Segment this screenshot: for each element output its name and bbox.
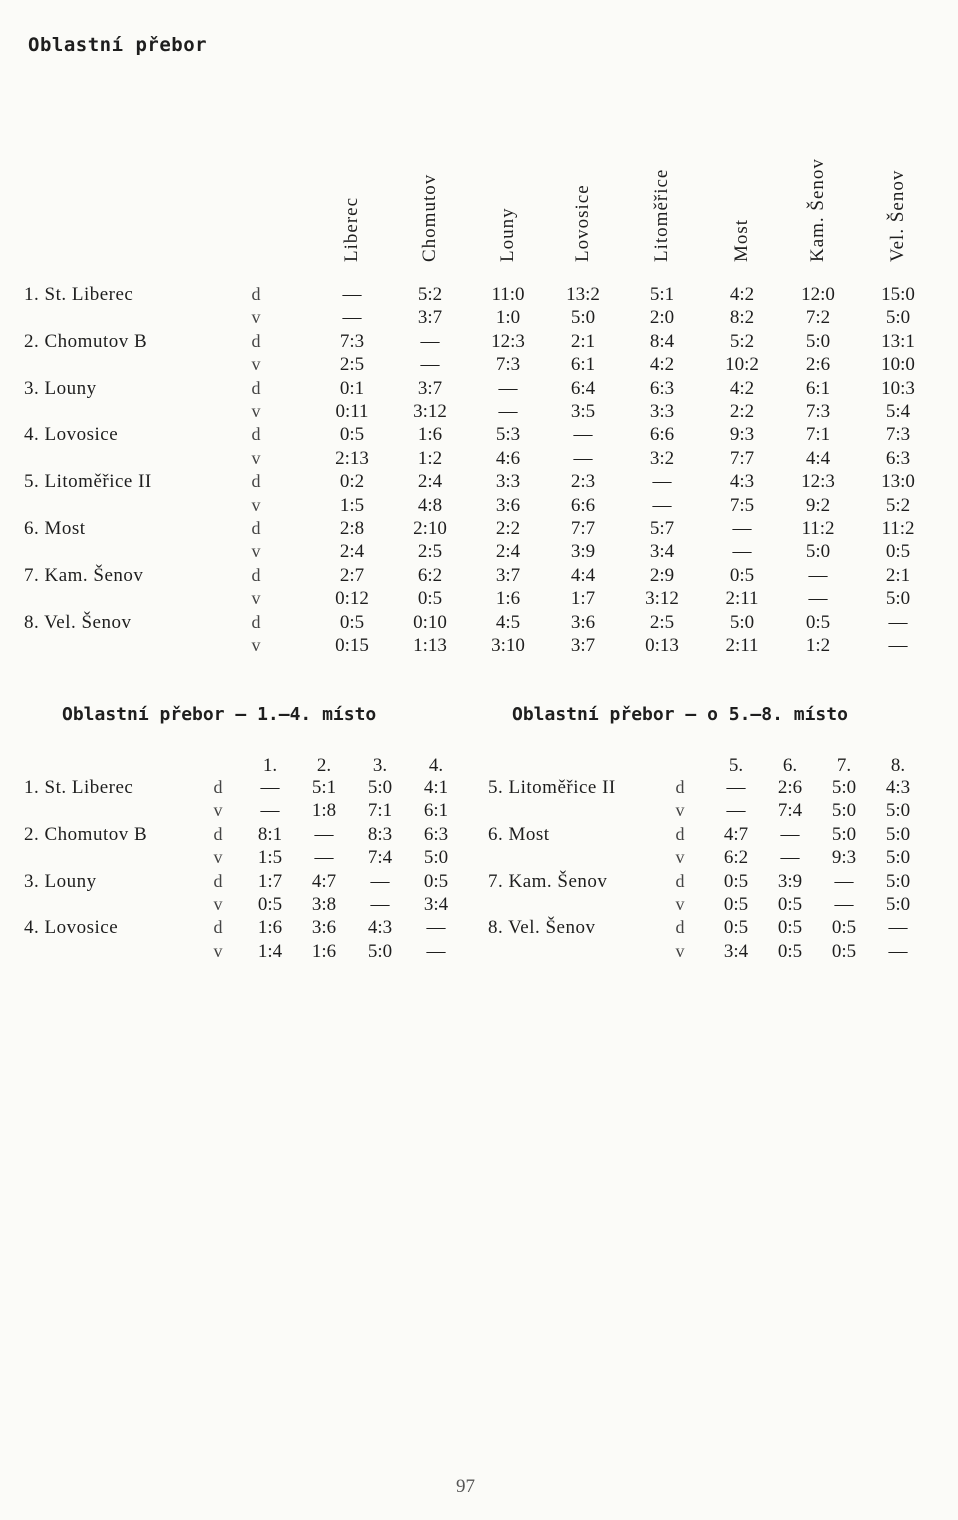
team-name: 6. Most (24, 518, 86, 539)
score-cell: 1:6 (257, 917, 283, 939)
score-cell: 2:10 (413, 518, 447, 539)
score-cell: 5:0 (729, 611, 755, 633)
score-cell: — (732, 541, 752, 563)
score-cell: — (834, 894, 854, 915)
score-cell: — (573, 424, 593, 446)
score-cell: 0:5 (339, 611, 365, 633)
score-cell: 5:3 (495, 424, 521, 446)
score-cell: 8:1 (257, 823, 283, 845)
bottom-group-title: Oblastní přebor — o 5.—8. místo (512, 704, 848, 725)
score-cell: 5:2 (417, 284, 443, 305)
score-cell: — (808, 564, 828, 586)
row-type-label: v (213, 800, 223, 821)
score-cell: 2:1 (885, 564, 911, 586)
score-cell: 3:5 (570, 401, 596, 422)
column-header: 3. (372, 755, 388, 776)
score-cell: 8:2 (729, 307, 755, 329)
score-cell: 5:0 (831, 777, 857, 798)
column-header: Lovosice (572, 184, 593, 262)
score-cell: — (314, 823, 334, 845)
score-cell: 0:5 (257, 894, 283, 915)
score-cell: 5:0 (570, 307, 596, 329)
row-type-label: d (251, 611, 261, 632)
score-cell: 4:2 (729, 284, 755, 305)
team-name: 4. Lovosice (24, 424, 119, 446)
score-cell: 6:3 (423, 823, 449, 845)
column-header: 2. (316, 755, 332, 776)
column-header: 5. (728, 755, 744, 776)
score-cell: 0:5 (831, 917, 857, 939)
score-cell: 7:1 (805, 424, 831, 446)
top-group-title: Oblastní přebor — 1.—4. místo (62, 704, 377, 725)
score-cell: 7:7 (729, 447, 755, 469)
score-cell: — (573, 447, 593, 469)
score-cell: 0:5 (777, 917, 803, 939)
column-header: Most (731, 218, 752, 262)
score-cell: 5:0 (885, 823, 911, 845)
row-type-label: v (675, 847, 685, 868)
score-cell: 4:3 (885, 777, 911, 798)
score-cell: 0:5 (723, 894, 749, 915)
score-cell: 7:3 (805, 401, 831, 422)
score-cell: 5:2 (885, 494, 911, 516)
team-name: 3. Louny (24, 870, 97, 892)
team-name: 6. Most (488, 823, 550, 845)
score-cell: 1:5 (257, 847, 283, 869)
page-number: 97 (456, 1476, 475, 1497)
score-cell: 2:9 (649, 564, 675, 586)
score-cell: 5:0 (885, 870, 911, 892)
score-cell: 6:6 (649, 424, 675, 446)
score-cell: 7:4 (777, 800, 803, 822)
score-cell: 3:4 (423, 894, 449, 915)
score-cell: 3:4 (723, 940, 749, 962)
row-type-label: v (675, 800, 685, 821)
score-cell: 0:15 (335, 635, 369, 656)
score-cell: 3:8 (311, 894, 337, 915)
score-cell: 6:2 (723, 847, 749, 869)
score-cell: 13:2 (566, 284, 600, 305)
score-cell: 2:6 (805, 354, 831, 376)
team-name: 2. Chomutov B (24, 330, 148, 352)
row-type-label: v (213, 940, 223, 961)
score-cell: 3:7 (495, 564, 521, 586)
score-cell: 6:1 (805, 377, 831, 399)
score-cell: 0:5 (339, 424, 365, 446)
score-cell: — (370, 870, 390, 892)
score-cell: 7:3 (339, 330, 365, 352)
row-type-label: v (675, 894, 685, 914)
score-cell: — (426, 940, 446, 962)
score-cell: — (652, 494, 672, 516)
row-type-label: d (251, 471, 261, 492)
score-cell: 6:3 (885, 447, 911, 469)
score-cell: — (426, 917, 446, 939)
score-cell: 0:10 (413, 611, 447, 633)
score-cell: 2:0 (649, 307, 675, 329)
score-cell: — (834, 870, 854, 892)
score-cell: — (652, 471, 672, 493)
score-cell: 2:4 (339, 541, 365, 563)
score-cell: 10:2 (725, 354, 759, 376)
row-type-label: v (251, 541, 261, 562)
team-name: 8. Vel. Šenov (488, 917, 596, 939)
score-cell: 4:3 (367, 917, 393, 939)
score-cell: 12:3 (491, 330, 525, 352)
score-cell: 5:0 (831, 823, 857, 845)
team-name: 5. Litoměřice II (24, 471, 152, 493)
score-cell: — (342, 284, 362, 305)
column-header: 8. (890, 755, 906, 776)
score-cell: 5:0 (805, 330, 831, 352)
score-cell: 6:4 (570, 377, 596, 399)
row-type-label: d (251, 518, 261, 538)
score-cell: 5:0 (367, 777, 393, 798)
score-cell: 5:4 (885, 401, 911, 422)
score-cell: — (888, 611, 908, 633)
score-cell: 0:11 (335, 401, 369, 422)
team-name: 5. Litoměřice II (488, 777, 616, 798)
column-header: 1. (262, 755, 278, 776)
score-cell: 7:1 (367, 800, 393, 822)
score-cell: 5:0 (885, 307, 911, 329)
score-cell: 1:4 (257, 940, 283, 962)
row-type-label: d (251, 377, 261, 398)
score-cell: 0:5 (777, 940, 803, 962)
score-cell: 7:7 (570, 518, 596, 539)
score-cell: 2:11 (725, 635, 759, 656)
score-cell: — (260, 777, 280, 798)
score-cell: 2:8 (339, 518, 365, 539)
score-cell: 1:13 (413, 635, 447, 656)
row-type-label: v (251, 354, 261, 375)
score-cell: 10:0 (881, 354, 915, 376)
score-cell: 2:7 (339, 564, 365, 586)
row-type-label: v (251, 307, 261, 328)
score-cell: 3:6 (495, 494, 521, 516)
row-type-label: d (675, 870, 685, 891)
team-name: 1. St. Liberec (24, 284, 134, 305)
column-header: 4. (428, 755, 444, 776)
team-name: 2. Chomutov B (24, 823, 148, 845)
row-type-label: d (213, 777, 223, 797)
score-cell: 1:8 (311, 800, 337, 822)
score-cell: 13:0 (881, 471, 915, 493)
score-cell: 4:1 (423, 777, 449, 798)
score-cell: 8:4 (649, 330, 675, 352)
score-cell: — (780, 847, 800, 869)
row-type-label: v (251, 494, 261, 515)
score-cell: 12:0 (801, 284, 835, 305)
score-cell: 1:0 (495, 307, 521, 329)
score-cell: 8:3 (367, 823, 393, 845)
score-cell: — (888, 940, 908, 962)
score-cell: 1:7 (257, 870, 283, 892)
score-cell: 1:2 (417, 447, 443, 469)
column-header: Vel. Šenov (887, 169, 908, 262)
score-cell: 3:6 (570, 611, 596, 633)
score-cell: — (780, 823, 800, 845)
row-type-label: d (251, 284, 261, 304)
score-cell: 5:0 (885, 800, 911, 822)
score-cell: 6:1 (570, 354, 596, 376)
score-cell: 2:5 (417, 541, 443, 563)
row-type-label: d (213, 870, 223, 891)
score-cell: 3:7 (417, 307, 443, 329)
score-cell: — (420, 330, 440, 352)
score-cell: 6:1 (423, 800, 449, 822)
score-cell: 4:4 (805, 447, 831, 469)
score-cell: 2:13 (335, 447, 369, 469)
score-cell: 9:3 (831, 847, 857, 869)
score-cell: 11:0 (491, 284, 525, 305)
score-cell: 0:2 (339, 471, 365, 493)
score-cell: 4:2 (729, 377, 755, 399)
score-cell: 11:2 (881, 518, 915, 539)
score-cell: 1:6 (495, 588, 521, 610)
row-type-label: d (251, 330, 261, 351)
row-type-label: v (213, 847, 223, 868)
score-cell: 2:4 (417, 471, 443, 493)
score-cell: 3:12 (645, 588, 679, 610)
score-cell: — (498, 377, 518, 399)
score-cell: 5:2 (729, 330, 755, 352)
score-cell: — (888, 635, 908, 656)
column-header: Chomutov (419, 173, 440, 262)
score-cell: 0:5 (723, 917, 749, 939)
score-cell: — (888, 917, 908, 939)
row-type-label: v (251, 401, 261, 421)
score-cell: 1:2 (805, 635, 831, 656)
row-type-label: v (251, 447, 261, 468)
score-cell: 0:5 (423, 870, 449, 892)
team-name: 7. Kam. Šenov (24, 564, 144, 586)
team-name: 8. Vel. Šenov (24, 611, 132, 633)
score-cell: 13:1 (881, 330, 915, 352)
score-cell: — (498, 401, 518, 422)
team-name: 7. Kam. Šenov (488, 870, 608, 892)
score-cell: 3:4 (649, 541, 675, 563)
score-cell: 6:2 (417, 564, 443, 586)
score-cell: 4:2 (649, 354, 675, 376)
column-header: Litoměřice (651, 168, 672, 262)
score-cell: — (732, 518, 752, 539)
row-type-label: d (213, 917, 223, 938)
row-type-label: d (213, 823, 223, 844)
score-cell: 3:6 (311, 917, 337, 939)
row-type-label: v (251, 635, 261, 655)
score-cell: 0:5 (417, 588, 443, 610)
score-cell: 0:5 (729, 564, 755, 586)
score-cell: 9:2 (805, 494, 831, 516)
score-cell: 3:2 (649, 447, 675, 469)
score-cell: 4:5 (495, 611, 521, 633)
score-cell: — (808, 588, 828, 610)
score-cell: 0:1 (339, 377, 365, 399)
score-cell: 1:6 (311, 940, 337, 962)
row-type-label: v (213, 894, 223, 914)
score-cell: 5:0 (831, 800, 857, 822)
score-cell: 4:3 (729, 471, 755, 493)
score-cell: — (260, 800, 280, 822)
score-cell: 2:5 (339, 354, 365, 376)
score-cell: 5:0 (423, 847, 449, 869)
score-cell: 7:3 (495, 354, 521, 376)
row-type-label: d (251, 424, 261, 445)
team-name: 3. Louny (24, 377, 97, 399)
score-cell: 5:0 (805, 541, 831, 563)
score-cell: 5:0 (367, 940, 393, 962)
score-cell: 9:3 (729, 424, 755, 446)
column-header: Louny (497, 207, 518, 262)
score-cell: 0:5 (805, 611, 831, 633)
score-cell: 5:0 (885, 588, 911, 610)
score-cell: 3:3 (495, 471, 521, 493)
score-cell: 2:5 (649, 611, 675, 633)
row-type-label: v (251, 588, 261, 609)
score-cell: 12:3 (801, 471, 835, 493)
score-cell: 4:4 (570, 564, 596, 586)
score-cell: 4:6 (495, 447, 521, 469)
score-cell: — (342, 307, 362, 329)
score-cell: 15:0 (881, 284, 915, 305)
score-cell: 3:9 (570, 541, 596, 563)
score-cell: 0:5 (885, 541, 911, 563)
score-cell: 0:5 (723, 870, 749, 892)
row-type-label: d (675, 823, 685, 844)
score-cell: 3:10 (491, 635, 525, 656)
score-cell: — (370, 894, 390, 915)
score-cell: 3:12 (413, 401, 447, 422)
score-cell: 4:7 (311, 870, 337, 892)
score-cell: 7:5 (729, 494, 755, 516)
score-cell: 5:1 (649, 284, 675, 305)
score-cell: — (726, 777, 746, 798)
score-cell: 1:7 (570, 588, 596, 610)
score-cell: 5:1 (311, 777, 337, 798)
score-cell: — (726, 800, 746, 822)
team-name: 1. St. Liberec (24, 777, 134, 798)
row-type-label: d (251, 564, 261, 585)
score-cell: 4:7 (723, 823, 749, 845)
score-cell: 2:4 (495, 541, 521, 563)
row-type-label: v (675, 940, 685, 961)
score-cell: 5:0 (885, 894, 911, 915)
score-cell: 0:12 (335, 588, 369, 610)
score-cell: 0:5 (777, 894, 803, 915)
score-cell: 6:3 (649, 377, 675, 399)
score-cell: 3:7 (570, 635, 596, 656)
column-header: Liberec (341, 196, 362, 262)
score-cell: 11:2 (801, 518, 835, 539)
column-header: Kam. Šenov (807, 158, 828, 262)
column-header: 6. (782, 755, 798, 776)
score-cell: 10:3 (881, 377, 915, 399)
score-cell: 5:0 (885, 847, 911, 869)
score-cell: 2:6 (777, 777, 803, 798)
row-type-label: d (675, 917, 685, 938)
page-title: Oblastní přebor (28, 34, 208, 56)
score-cell: 7:3 (885, 424, 911, 446)
score-cell: 0:13 (645, 635, 679, 656)
row-type-label: d (675, 777, 685, 797)
column-header: 7. (836, 755, 852, 776)
score-cell: 7:2 (805, 307, 831, 329)
score-cell: 6:6 (570, 494, 596, 516)
score-cell: 2:3 (570, 471, 596, 493)
score-cell: 3:7 (417, 377, 443, 399)
score-cell: 2:2 (729, 401, 755, 422)
score-cell: — (314, 847, 334, 869)
score-cell: 2:2 (495, 518, 521, 539)
score-cell: 3:3 (649, 401, 675, 422)
score-cell: 2:1 (570, 330, 596, 352)
score-cell: 3:9 (777, 870, 803, 892)
score-cell: 7:4 (367, 847, 393, 869)
score-cell: 2:11 (725, 588, 759, 610)
score-cell: 5:7 (649, 518, 675, 539)
team-name: 4. Lovosice (24, 917, 119, 939)
score-cell: 1:5 (339, 494, 365, 516)
score-cell: 4:8 (417, 494, 443, 516)
score-cell: — (420, 354, 440, 376)
score-cell: 0:5 (831, 940, 857, 962)
score-cell: 1:6 (417, 424, 443, 446)
